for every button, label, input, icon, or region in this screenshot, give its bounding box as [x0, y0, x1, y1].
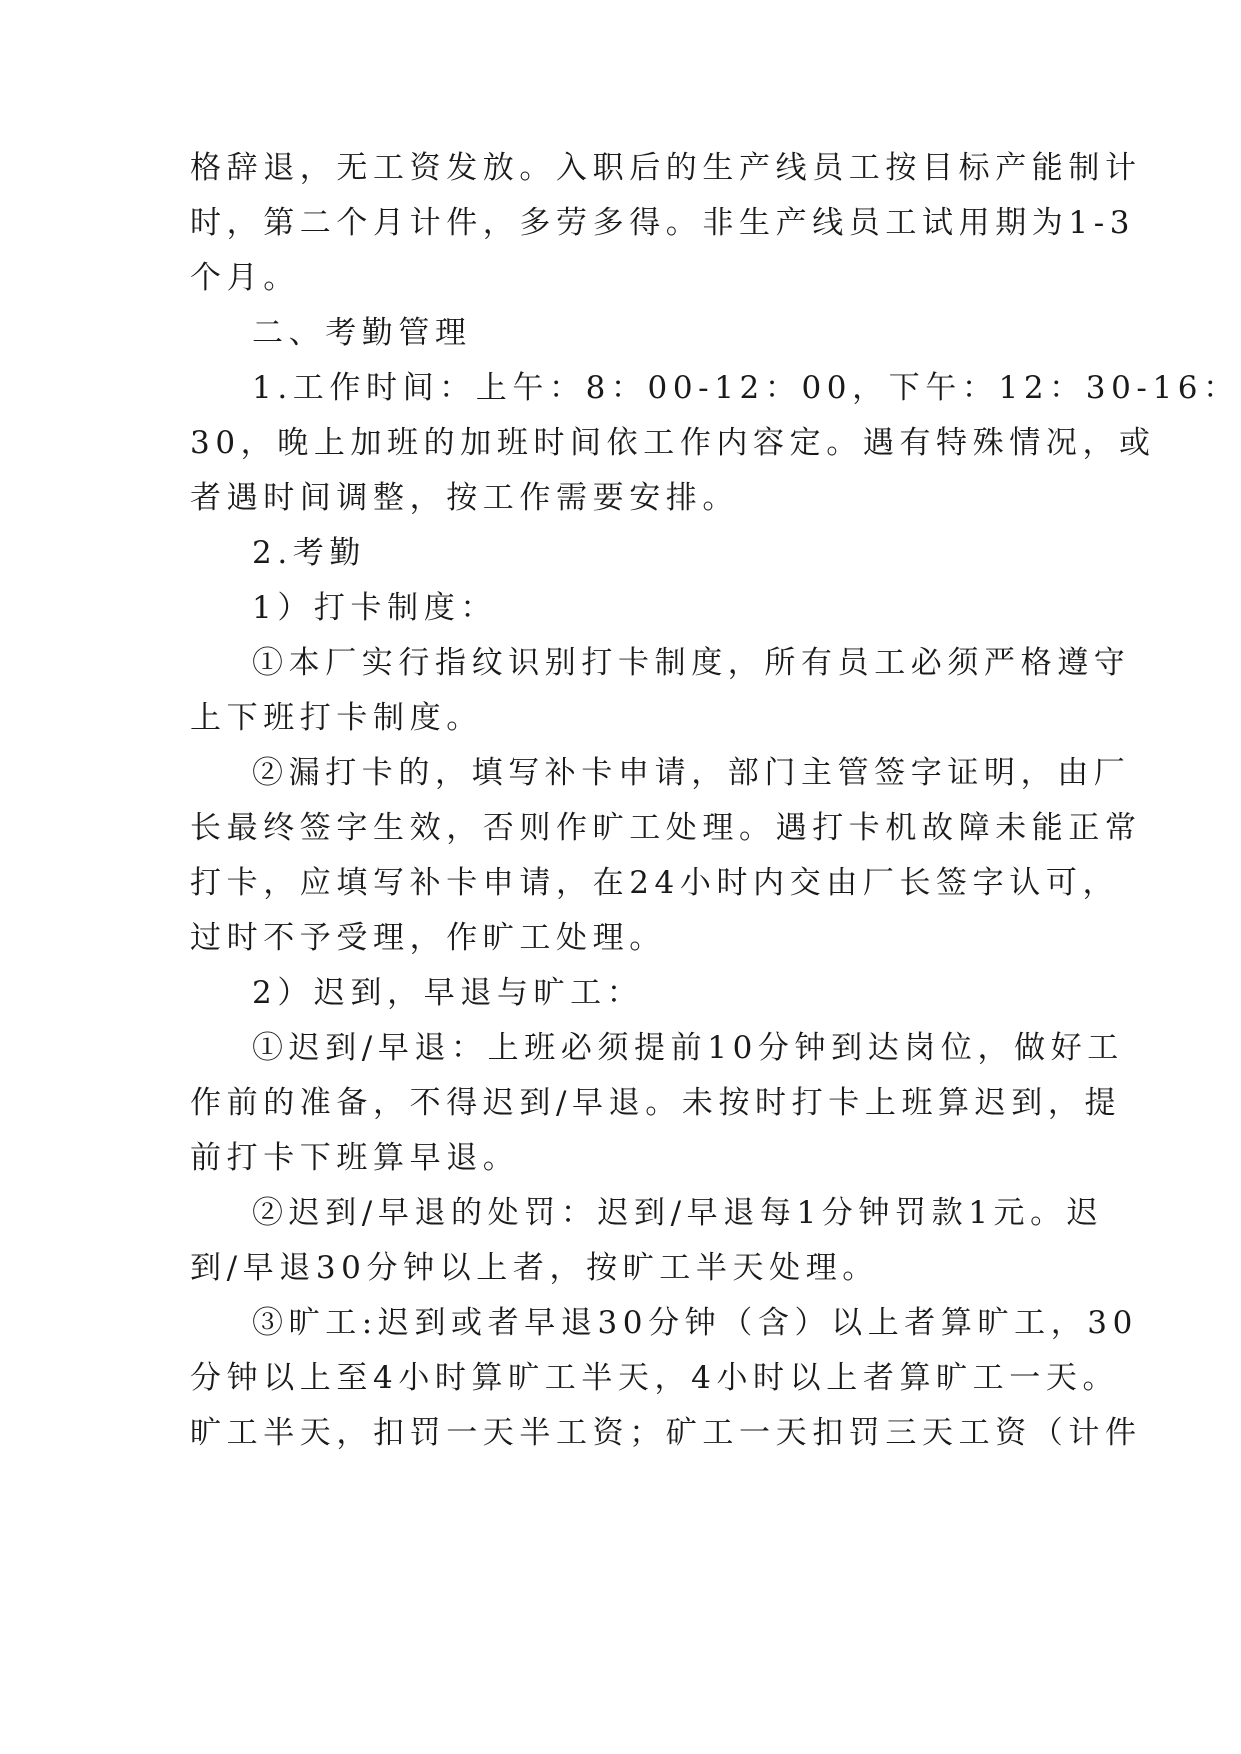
- text-line: ①迟到/早退：上班必须提前10分钟到达岗位，做好工: [252, 1030, 1124, 1066]
- subsection-heading: 2.考勤: [252, 535, 366, 571]
- text-line: 长最终签字生效，否则作旷工处理。遇打卡机故障未能正常: [190, 810, 1142, 846]
- text-line: ②漏打卡的，填写补卡申请，部门主管签字证明，由厂: [252, 755, 1131, 791]
- text-line: 格辞退，无工资发放。入职后的生产线员工按目标产能制计: [190, 150, 1142, 186]
- text-line: ③旷工:迟到或者早退30分钟（含）以上者算旷工，30: [252, 1305, 1138, 1341]
- text-line: 时，第二个月计件，多劳多得。非生产线员工试用期为1-3: [190, 205, 1136, 241]
- text-line: 个月。: [190, 260, 300, 296]
- text-line: 上下班打卡制度。: [190, 700, 483, 736]
- text-line: 1）打卡制度：: [252, 590, 497, 626]
- text-line: 过时不予受理，作旷工处理。: [190, 920, 666, 956]
- text-line: 2）迟到，早退与旷工：: [252, 975, 644, 1011]
- text-line: 前打卡下班算早退。: [190, 1140, 520, 1176]
- text-line: 旷工半天，扣罚一天半工资；矿工一天扣罚三天工资（计件: [190, 1415, 1142, 1451]
- text-line: ②迟到/早退的处罚：迟到/早退每1分钟罚款1元。迟: [252, 1195, 1104, 1231]
- text-line: 1.工作时间：上午：8：00-12：00，下午：12：30-16：: [252, 370, 1240, 406]
- text-line: 到/早退30分钟以上者，按旷工半天处理。: [190, 1250, 879, 1286]
- section-heading: 二、考勤管理: [252, 315, 472, 351]
- text-line: 打卡，应填写补卡申请，在24小时内交由厂长签字认可，: [190, 865, 1120, 901]
- text-line: 30，晚上加班的加班时间依工作内容定。遇有特殊情况，或: [190, 425, 1156, 461]
- text-line: ①本厂实行指纹识别打卡制度，所有员工必须严格遵守: [252, 645, 1131, 681]
- text-line: 作前的准备，不得迟到/早退。未按时打卡上班算迟到，提: [190, 1085, 1122, 1121]
- text-line: 分钟以上至4小时算旷工半天，4小时以上者算旷工一天。: [190, 1360, 1120, 1396]
- text-line: 者遇时间调整，按工作需要安排。: [190, 480, 739, 516]
